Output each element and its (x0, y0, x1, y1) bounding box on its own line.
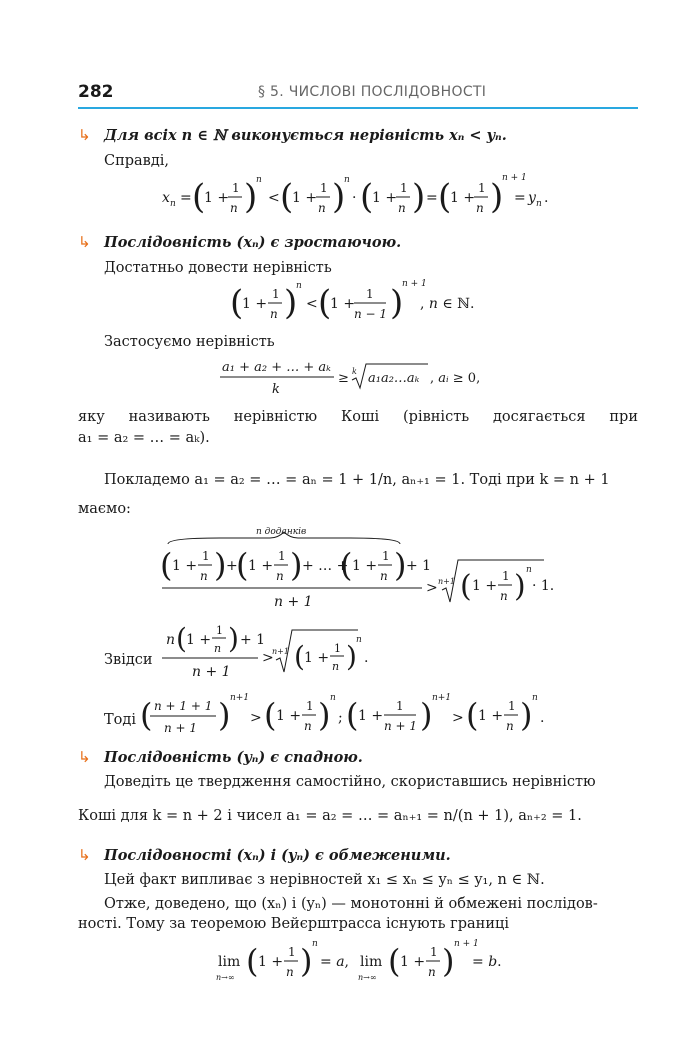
svg-text:=: = (514, 190, 526, 206)
apply-text: Застосуємо нерівність (104, 334, 275, 350)
svg-text:1: 1 (272, 287, 280, 301)
claim-2: Послідовність (xₙ) є зростаючою. (104, 234, 402, 251)
svg-text:1 +: 1 + (330, 296, 356, 312)
svg-text:.: . (364, 650, 369, 666)
svg-text:1: 1 (366, 287, 374, 301)
svg-text:(: ( (176, 622, 187, 655)
svg-text:n: n (270, 307, 278, 321)
svg-text:+: + (226, 558, 238, 574)
svg-text:=: = (426, 190, 438, 206)
claim-4: Послідовності (xₙ) і (yₙ) є обмеженими. (104, 847, 451, 864)
svg-text:1 +: 1 + (478, 708, 504, 724)
header-rule (78, 107, 638, 109)
enough-text: Достатньо довести нерівність (104, 260, 332, 276)
svg-text:n: n (230, 201, 238, 215)
svg-text:n + 1: n + 1 (192, 664, 231, 680)
svg-text:1 +: 1 + (172, 558, 198, 574)
arrow-icon: ↳ (78, 233, 91, 251)
page-number: 282 (78, 82, 114, 102)
svg-text:1 +: 1 + (472, 578, 498, 594)
svg-text:n + 1: n + 1 (384, 719, 418, 733)
svg-text:·: · (352, 190, 357, 206)
svg-text:+ 1: + 1 (406, 558, 432, 574)
n-terms-label: n доданків (256, 527, 307, 537)
formula-7 (214, 936, 514, 990)
svg-text:<: < (306, 296, 318, 312)
svg-text:n: n (312, 939, 318, 949)
svg-text:1 +: 1 + (248, 558, 274, 574)
svg-text:n + 1: n + 1 (402, 279, 427, 289)
svg-text:1 +: 1 + (204, 190, 230, 206)
svg-text:k: k (272, 382, 280, 397)
svg-text:n: n (506, 719, 514, 733)
svg-text:n: n (296, 281, 302, 291)
svg-text:+ 1: + 1 (240, 632, 266, 648)
svg-text:n+1: n+1 (230, 693, 250, 703)
svg-text:1 +: 1 + (304, 650, 330, 666)
svg-text:n − 1: n − 1 (354, 307, 388, 321)
svg-text:1: 1 (400, 181, 408, 195)
svg-text:1 +: 1 + (352, 558, 378, 574)
svg-text:1 +: 1 + (358, 708, 384, 724)
arrow-icon: ↳ (78, 126, 91, 144)
indeed-text: Справді, (104, 153, 170, 169)
svg-text:(: ( (160, 546, 173, 584)
formula-1 (150, 168, 570, 226)
svg-text:k: k (352, 367, 357, 376)
svg-text:1: 1 (382, 549, 390, 563)
svg-text:a₁ + a₂ + … + aₖ: a₁ + a₂ + … + aₖ (222, 360, 331, 375)
svg-text:n+1: n+1 (432, 693, 452, 703)
svg-text:): ) (300, 942, 313, 980)
svg-text:(: ( (236, 546, 249, 584)
svg-text:(: ( (460, 569, 472, 604)
svg-text:): ) (244, 177, 258, 217)
svg-text:, aᵢ ≥ 0,: , aᵢ ≥ 0, (430, 371, 481, 386)
svg-text:): ) (390, 283, 404, 323)
svg-text:n: n (332, 660, 340, 673)
svg-text:): ) (332, 177, 346, 217)
svg-text:): ) (420, 696, 433, 734)
formula-3 (216, 356, 506, 400)
arrow-icon: ↳ (78, 748, 91, 766)
formula-5 (158, 618, 388, 688)
svg-text:1 +: 1 + (450, 190, 476, 206)
svg-text:(: ( (346, 696, 359, 734)
prove-line-2: Коші для k = n + 2 і чисел a₁ = a₂ = … = aₙ₊₁ = n/(n + 1), aₙ₊₂ = 1. (78, 808, 582, 824)
svg-text:lim: lim (360, 954, 383, 970)
svg-text:1: 1 (232, 181, 240, 195)
svg-text:): ) (346, 640, 357, 673)
svg-text:1: 1 (216, 624, 223, 637)
svg-text:n: n (214, 642, 222, 655)
svg-text:(: ( (230, 283, 244, 323)
svg-text:.: . (540, 710, 545, 726)
follows-text: Цей факт випливає з нерівностей x₁ ≤ xₙ ≤ yₙ ≤ y₁, n ∈ ℕ. (104, 872, 545, 888)
svg-text:1: 1 (278, 549, 286, 563)
svg-text:(: ( (280, 177, 294, 217)
svg-text:n: n (536, 199, 542, 209)
svg-text:n: n (428, 965, 436, 979)
svg-text:1 +: 1 + (242, 296, 268, 312)
svg-text:= b.: = b. (472, 954, 502, 970)
svg-text:1 +: 1 + (292, 190, 318, 206)
svg-text:=: = (180, 190, 192, 206)
svg-text:1: 1 (508, 699, 516, 713)
svg-text:n+1: n+1 (438, 577, 455, 586)
svg-text:n: n (500, 589, 508, 603)
svg-text:1: 1 (478, 181, 486, 195)
svg-text:n: n (276, 569, 284, 583)
svg-text:(: ( (318, 283, 332, 323)
svg-text:): ) (214, 546, 227, 584)
svg-text:lim: lim (218, 954, 241, 970)
formula-6 (140, 690, 560, 746)
svg-text:): ) (490, 177, 504, 217)
svg-text:n: n (398, 201, 406, 215)
section-title: § 5. ЧИСЛОВІ ПОСЛІДОВНОСТІ (258, 84, 487, 100)
have-text: маємо: (78, 501, 131, 517)
svg-text:1: 1 (202, 549, 210, 563)
svg-text:n + 1 + 1: n + 1 + 1 (154, 699, 213, 713)
svg-text:n: n (344, 175, 350, 185)
svg-text:n: n (256, 175, 262, 185)
svg-text:(: ( (192, 177, 206, 217)
svg-text:(: ( (466, 696, 479, 734)
svg-text:>: > (452, 710, 464, 726)
svg-text:): ) (318, 696, 331, 734)
formula-4 (160, 522, 580, 614)
svg-text:>: > (250, 710, 262, 726)
svg-text:(: ( (388, 942, 401, 980)
svg-text:x: x (162, 190, 170, 206)
svg-text:n: n (380, 569, 388, 583)
svg-text:n: n (200, 569, 208, 583)
svg-text:): ) (228, 622, 239, 655)
prove-line-1: Доведіть це твердження самостійно, скориставшись нерівністю (104, 774, 596, 790)
svg-text:n+1: n+1 (272, 647, 289, 656)
svg-text:1 +: 1 + (400, 954, 426, 970)
svg-text:n: n (526, 565, 532, 575)
svg-text:;: ; (338, 710, 343, 726)
svg-text:<: < (268, 190, 280, 206)
svg-text:n + 1: n + 1 (164, 721, 198, 735)
svg-text:n: n (356, 635, 362, 645)
cauchy-line-1: яку називають нерівністю Коші (рівність досягається при (78, 409, 638, 425)
svg-text:n + 1: n + 1 (502, 173, 527, 183)
svg-text:1 +: 1 + (186, 632, 212, 648)
claim-1: Для всіх n ∈ ℕ виконується нерівність xₙ < yₙ. (104, 127, 507, 144)
svg-text:(: ( (340, 546, 353, 584)
thus-line-1: Отже, доведено, що (xₙ) і (yₙ) — монотонні й обмежені послідов- (104, 896, 598, 912)
svg-text:· 1.: · 1. (532, 578, 555, 594)
svg-text:): ) (442, 942, 455, 980)
svg-text:): ) (218, 696, 231, 734)
svg-text:n: n (532, 693, 538, 703)
svg-text:1: 1 (288, 945, 296, 959)
svg-text:1 +: 1 + (258, 954, 284, 970)
svg-text:= a,: = a, (320, 954, 349, 970)
arrow-icon: ↳ (78, 846, 91, 864)
svg-text:≥: ≥ (338, 371, 349, 386)
svg-text:1 +: 1 + (276, 708, 302, 724)
svg-text:1: 1 (334, 642, 341, 655)
let-line: Покладемо a₁ = a₂ = … = aₙ = 1 + 1/n, aₙ₊₁ = 1. Тоді при k = n + 1 (104, 472, 610, 488)
svg-text:.: . (544, 190, 549, 206)
svg-text:>: > (426, 580, 438, 596)
formula-2 (226, 276, 486, 332)
svg-text:(: ( (246, 942, 259, 980)
svg-text:1: 1 (306, 699, 314, 713)
svg-text:(: ( (264, 696, 277, 734)
svg-text:): ) (412, 177, 426, 217)
svg-text:n + 1: n + 1 (454, 939, 479, 949)
svg-text:n→∞: n→∞ (216, 973, 235, 982)
svg-text:1: 1 (396, 699, 404, 713)
then-text: Тоді (104, 712, 136, 728)
cauchy-line-2: a₁ = a₂ = … = aₖ). (78, 430, 210, 446)
svg-text:y: y (528, 190, 536, 206)
svg-text:): ) (284, 283, 298, 323)
hence-text: Звідси (104, 652, 153, 668)
svg-text:a₁a₂…aₖ: a₁a₂…aₖ (368, 371, 420, 386)
svg-text:(: ( (438, 177, 452, 217)
svg-text:): ) (514, 569, 526, 604)
svg-text:n: n (170, 199, 176, 209)
svg-text:1 +: 1 + (372, 190, 398, 206)
svg-text:n + 1: n + 1 (274, 594, 313, 610)
svg-text:, n ∈ ℕ.: , n ∈ ℕ. (420, 296, 475, 312)
claim-3: Послідовність (yₙ) є спадною. (104, 749, 363, 766)
svg-text:(: ( (140, 696, 153, 734)
svg-text:n: n (330, 693, 336, 703)
svg-text:n: n (476, 201, 484, 215)
svg-text:(: ( (294, 640, 305, 673)
svg-text:): ) (394, 546, 407, 584)
svg-text:(: ( (360, 177, 374, 217)
thus-line-2: ності. Тому за теоремою Вейєрштрасса існують границі (78, 916, 509, 932)
svg-text:1: 1 (502, 569, 510, 583)
svg-text:+ … +: + … + (302, 558, 349, 574)
svg-text:1: 1 (430, 945, 438, 959)
svg-text:n: n (318, 201, 326, 215)
svg-text:1: 1 (320, 181, 328, 195)
svg-text:n: n (166, 632, 176, 648)
svg-text:>: > (262, 650, 274, 666)
svg-text:): ) (520, 696, 533, 734)
svg-text:n→∞: n→∞ (358, 973, 377, 982)
svg-text:n: n (304, 719, 312, 733)
svg-text:): ) (290, 546, 303, 584)
svg-text:n: n (286, 965, 294, 979)
